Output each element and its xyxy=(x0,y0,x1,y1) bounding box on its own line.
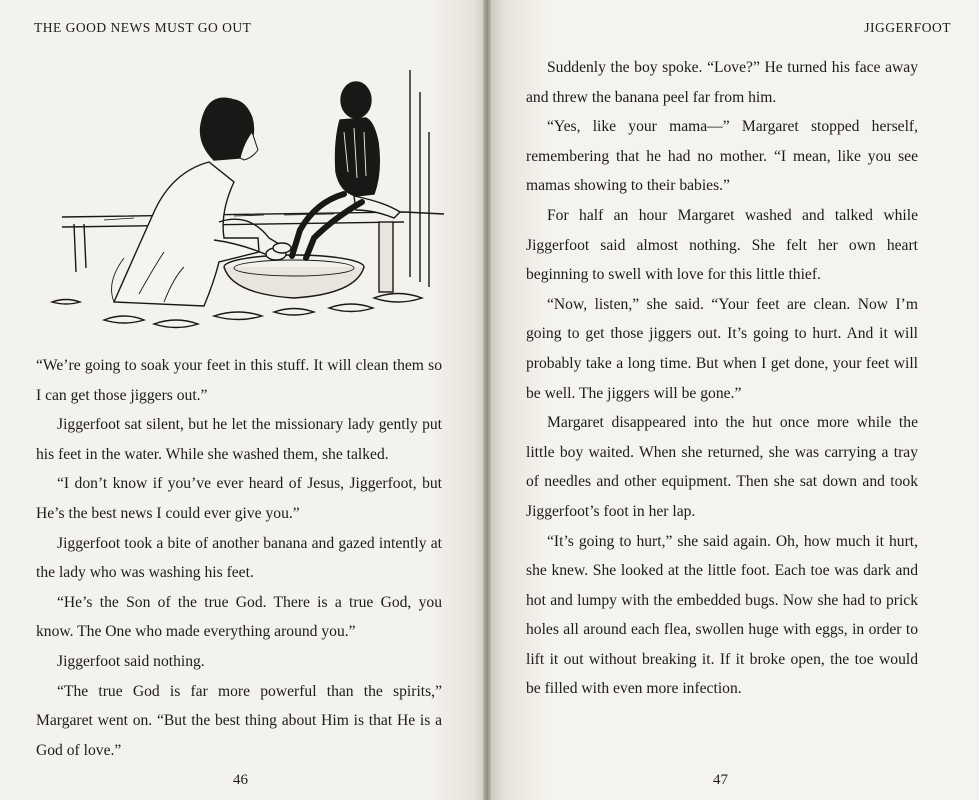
paragraph: “He’s the Son of the true God. There is a true God, you know. The One who made everything around you.” xyxy=(36,593,442,641)
paragraph: For half an hour Margaret washed and talked while Jiggerfoot said almost nothing. She felt her own heart beginning to swell with love for this little thief. xyxy=(526,206,918,284)
paragraph: “We’re going to soak your feet in this stuff. It will clean them so I can get those jiggers out.” xyxy=(36,357,442,404)
paragraph: “I don’t know if you’ve ever heard of Jesus, Jiggerfoot, but He’s the best news I could ever give you.” xyxy=(36,475,442,522)
missionary-washing-boys-feet-illustration xyxy=(44,62,444,352)
body-text-left xyxy=(36,351,442,765)
running-head-left: THE GOOD NEWS MUST GO OUT xyxy=(34,20,252,35)
page-number-right: 47 xyxy=(713,772,728,788)
paragraph: Jiggerfoot sat silent, but he let the missionary lady gently put his feet in the water. While she washed them, she talked. xyxy=(36,416,442,463)
paragraph: Jiggerfoot took a bite of another banana and gazed intently at the lady who was washing his feet. xyxy=(36,534,442,582)
left-page xyxy=(0,0,487,800)
right-page xyxy=(487,0,979,800)
page-number-left: 46 xyxy=(233,772,248,788)
paragraph: Jiggerfoot said nothing. xyxy=(57,652,205,670)
body-text-right xyxy=(526,53,918,704)
book-gutter xyxy=(483,0,491,800)
paragraph: “It’s going to hurt,” she said again. Oh, how much it hurt, she knew. She looked at the little foot. Each toe was dark and hot and lumpy with the embedded bugs. Now she had to prick holes all around each flea, swollen huge with eggs, in order to lift it out without breaking it. If it broke open, the toe would be filled with even more infection. xyxy=(526,532,918,698)
paragraph: “Now, listen,” she said. “Your feet are clean. Now I’m going to get those jiggers out. It’s going to hurt. And it will probably take a long time. But when I get done, your feet will be well. The jiggers will be gone.” xyxy=(526,295,918,402)
paragraph: “Yes, like your mama—” Margaret stopped herself, remembering that he had no mother. “I mean, like you see mamas showing to their babies.” xyxy=(526,118,918,195)
paragraph: Suddenly the boy spoke. “Love?” He turned his face away and threw the banana peel far from him. xyxy=(526,59,918,106)
paragraph: “The true God is far more powerful than the spirits,” Margaret went on. “But the best thing about Him is that He is a God of love.” xyxy=(36,682,442,759)
running-head-right: JIGGERFOOT xyxy=(864,20,951,35)
paragraph: Margaret disappeared into the hut once more while the little boy waited. When she returned, she was carrying a tray of needles and other equipment. Then she sat down and took Jiggerfoot’s foot in her lap. xyxy=(526,414,918,520)
